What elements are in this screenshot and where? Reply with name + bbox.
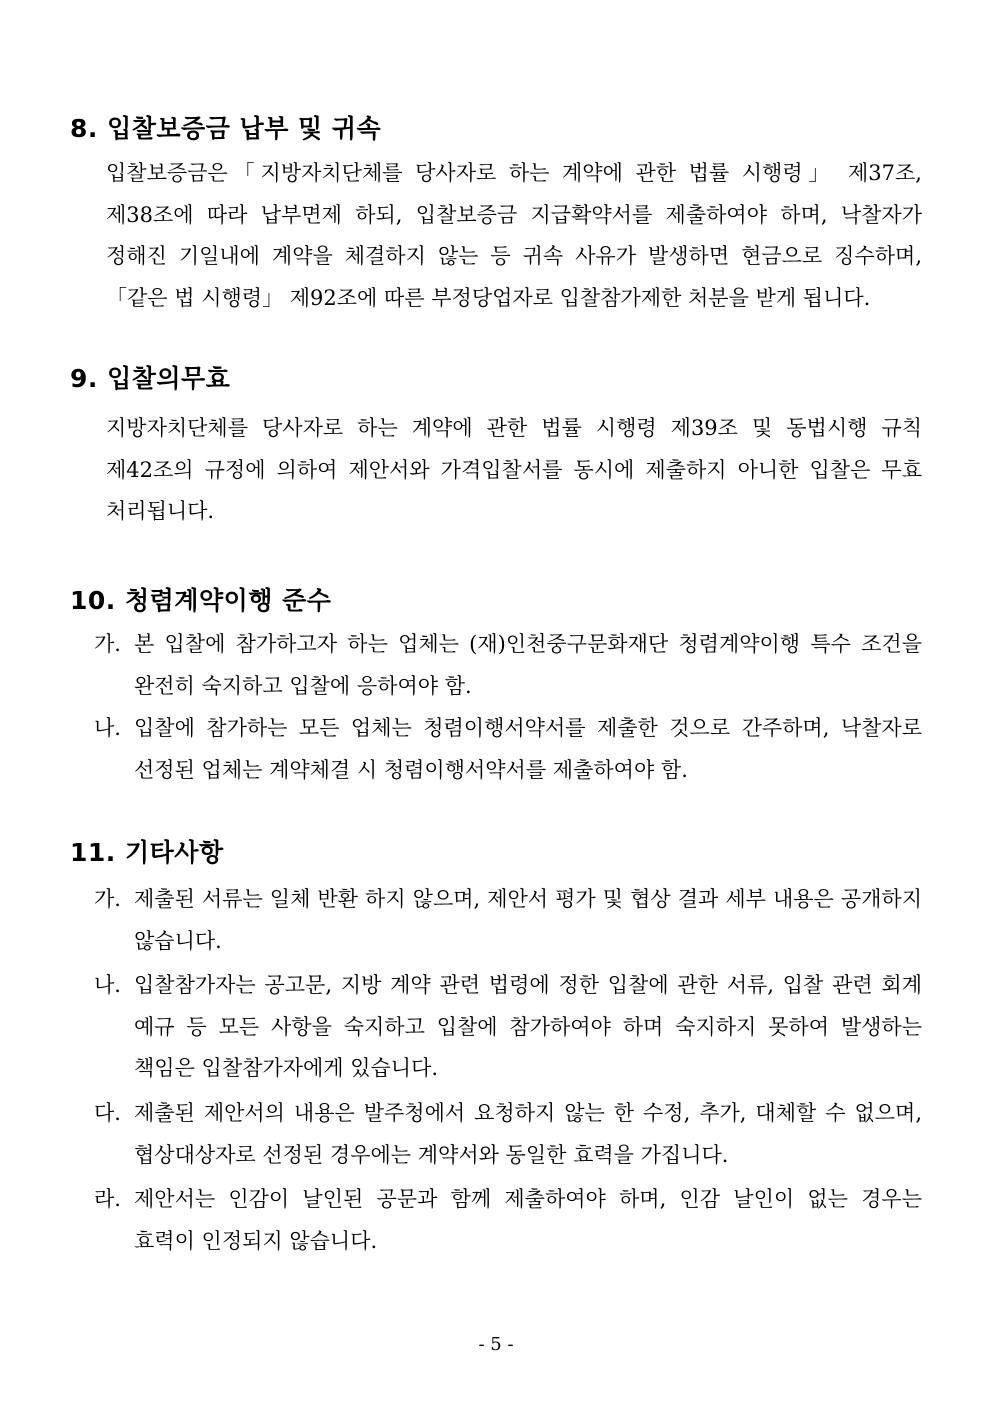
section-heading-9: 9. 입찰의무효 [70, 364, 231, 393]
section-11-item-ra [94, 1179, 922, 1262]
section-8-paragraph: 입찰보증금은「지방자치단체를 당사자로 하는 계약에 관한 법률 시행령」 제37조, 제38조에 따라 납부면제 하되, 입찰보증금 지급확약서를 제출하여야 하며, 낙찰자가 정해진 기일내에 계약을 체결하지 않는 등 귀속 사유가 발생하면 현금으로 징수하며, 「같은 법 시행령」 제92조에 따른 부정당업자로 입찰참가제한 처분을 받게 됩니다. [106, 161, 922, 310]
section-10-item-ga [94, 624, 922, 707]
section-heading-8: 8. 입찰보증금 납부 및 귀속 [70, 114, 382, 143]
item-marker: 가. [94, 887, 121, 911]
item-text: 본 입찰에 참가하고자 하는 업체는 (재)인천중구문화재단 청렴계약이행 특수 조건을 완전히 숙지하고 입찰에 응하여야 함. [134, 632, 922, 698]
page-number: - 5 - [478, 1334, 514, 1355]
item-marker: 라. [94, 1187, 121, 1211]
item-text: 입찰에 참가하는 모든 업체는 청렴이행서약서를 제출한 것으로 간주하며, 낙찰자로 선정된 업체는 계약체결 시 청렴이행서약서를 제출하여야 함. [134, 716, 922, 782]
item-text: 제출된 서류는 일체 반환 하지 않으며, 제안서 평가 및 협상 결과 세부 내용은 공개하지 않습니다. [134, 887, 922, 953]
item-marker: 나. [94, 973, 121, 997]
item-text: 제안서는 인감이 날인된 공문과 함께 제출하여야 하며, 인감 날인이 없는 경우는 효력이 인정되지 않습니다. [134, 1187, 922, 1253]
section-9-paragraph: 지방자치단체를 당사자로 하는 계약에 관한 법률 시행령 제39조 및 동법시행 규칙 제42조의 규정에 의하여 제안서와 가격입찰서를 동시에 제출하지 아니한 입찰은 무효 처리됩니다. [106, 416, 922, 523]
section-11-item-ga [94, 879, 922, 962]
section-heading-11: 11. 기타사항 [70, 838, 224, 867]
section-10-item-na [94, 708, 922, 791]
section-11-item-na [94, 965, 922, 1090]
section-heading-10: 10. 청렴계약이행 준수 [70, 586, 332, 615]
item-marker: 나. [94, 716, 121, 740]
item-text: 제출된 제안서의 내용은 발주청에서 요청하지 않는 한 수정, 추가, 대체할 수 없으며, 협상대상자로 선정된 경우에는 계약서와 동일한 효력을 가집니다. [134, 1101, 922, 1167]
item-marker: 가. [94, 632, 121, 656]
item-text: 입찰참가자는 공고문, 지방 계약 관련 법령에 정한 입찰에 관한 서류, 입찰 관련 회계 예규 등 모든 사항을 숙지하고 입찰에 참가하여야 하며 숙지하지 못하여 발생하는 책임은 입찰참가자에게 있습니다. [134, 973, 922, 1080]
item-marker: 다. [94, 1101, 121, 1125]
section-11-item-da [94, 1093, 922, 1176]
